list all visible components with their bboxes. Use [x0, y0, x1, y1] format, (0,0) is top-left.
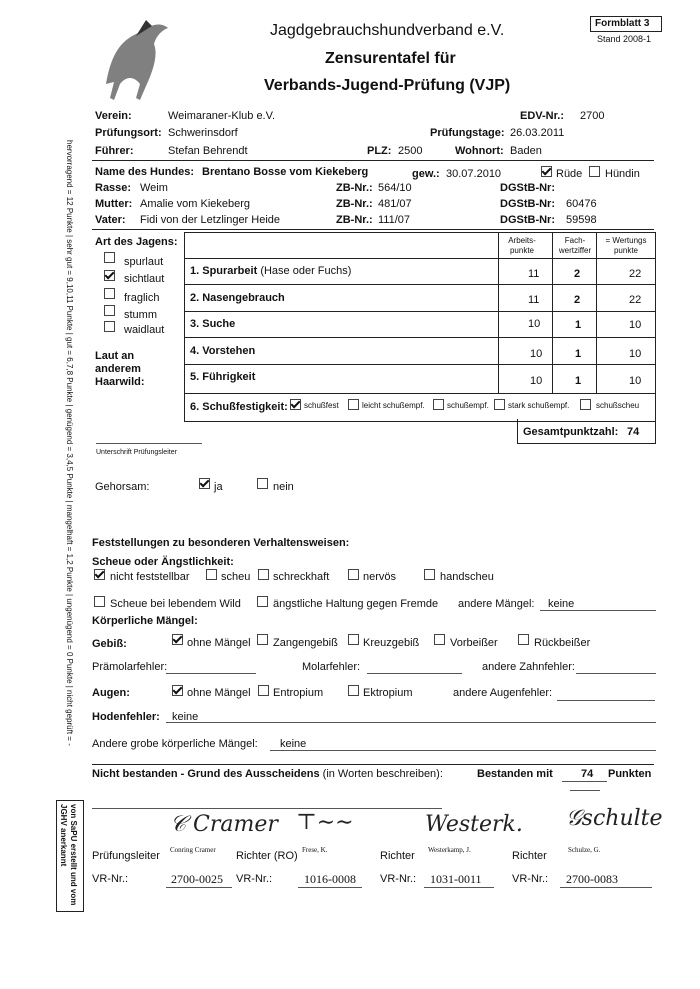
bestanden-value: 74: [581, 768, 594, 780]
mutter-label: Mutter:: [95, 198, 133, 210]
scheue-wild-checkbox[interactable]: [94, 596, 105, 607]
judge-role-3: Richter: [380, 850, 415, 862]
title-line-2: Verbands-Jugend-Prüfung (VJP): [264, 77, 511, 94]
row3-label: 3. Suche: [190, 318, 236, 330]
row-note: (Hase oder Fuchs): [260, 265, 352, 277]
gew-label: gew.:: [412, 168, 440, 180]
sichtlaut-label: sichtlaut: [124, 273, 165, 285]
grund-line-2: [570, 790, 600, 791]
row3-wert: 10: [629, 319, 642, 331]
spurlaut-label: spurlaut: [124, 256, 164, 268]
row5-fach: 1: [575, 375, 582, 387]
schussscheu-checkbox[interactable]: [580, 399, 591, 410]
spurlaut-checkbox[interactable]: [104, 252, 115, 263]
vr-label-4: VR-Nr.:: [512, 873, 549, 885]
augen-ohne-checkbox[interactable]: [172, 685, 183, 696]
ektropium-checkbox[interactable]: [348, 685, 359, 696]
vr-label-1: VR-Nr.:: [92, 873, 129, 885]
hoden-line: [166, 722, 656, 723]
tage-value: 26.03.2011: [510, 127, 565, 139]
row2-label: 2. Nasengebrauch: [190, 292, 285, 304]
kreuzgebiss-label: Kreuzgebiß: [363, 637, 420, 649]
nervoes-checkbox[interactable]: [348, 569, 359, 580]
vr-line-3: [424, 887, 494, 888]
judge-printed-2: Frese, K.: [302, 846, 328, 854]
side-scale-text: hervorragend = 12 Punkte | sehr gut = 9,10,11 Punkte | gut = 6,7,8 Punkte | genügend = 3,4,5 Punkte | mangelhaft = 1,2 Punkte | ungenügend = 0 Punkte | nicht geprüft = -: [65, 140, 74, 746]
augen-ohne-label: ohne Mängel: [187, 687, 251, 699]
zahnfehler-line: [576, 673, 656, 674]
schussfest-label: schußfest: [304, 401, 339, 410]
row-label: 1. Spurarbeit: [190, 265, 258, 277]
row4-wert: 10: [629, 348, 642, 360]
stark-schussempf-checkbox[interactable]: [494, 399, 505, 410]
jghv-logo: [96, 14, 176, 104]
nervoes-label: nervös: [363, 571, 397, 583]
vr-value-1: 2700-0025: [171, 872, 223, 886]
dgstb-mutter-label: DGStB-Nr:: [500, 198, 555, 210]
vr-label-2: VR-Nr.:: [236, 873, 273, 885]
fraglich-checkbox[interactable]: [104, 288, 115, 299]
schussempf-label: schußempf.: [447, 401, 489, 410]
row4-arbeit: 10: [530, 348, 543, 360]
augenfehler-line: [557, 700, 655, 701]
gesamt-label: Gesamtpunktzahl:: [523, 426, 619, 438]
stark-schussempf-label: stark schußempf.: [508, 401, 570, 410]
divider-result: [92, 764, 654, 765]
judge-printed-4: Schulze, G.: [568, 846, 601, 854]
fuehrer-label: Führer:: [95, 145, 134, 157]
haltung-checkbox[interactable]: [257, 596, 268, 607]
huendin-checkbox[interactable]: [589, 166, 600, 177]
nicht-feststellbar-label: nicht feststellbar: [110, 571, 190, 583]
entropium-label: Entropium: [273, 687, 324, 699]
row-line-5: [184, 393, 655, 394]
side-box-text: von SaPU erstellt und vom JGHV anerkannt: [59, 804, 78, 906]
row4-fach: 1: [575, 348, 582, 360]
dgstb-mutter-value: 60476: [566, 198, 597, 210]
org-name: Jagdgebrauchshundverband e.V.: [270, 22, 505, 39]
schussfest-checkbox[interactable]: [290, 399, 301, 410]
vorbeisser-checkbox[interactable]: [434, 634, 445, 645]
praemolar-label: Prämolarfehler:: [92, 661, 168, 673]
signature-pruefungsleiter: 𝒞 Cramer: [170, 812, 278, 837]
augen-label: Augen:: [92, 687, 130, 699]
laut-title: Laut an anderem Haarwild:: [95, 350, 145, 388]
huendin-label: Hündin: [605, 168, 640, 180]
rueckbeisser-checkbox[interactable]: [518, 634, 529, 645]
row1-wert: 22: [629, 268, 642, 280]
schreckhaft-label: schreckhaft: [273, 571, 330, 583]
fuehrer-value: Stefan Behrendt: [168, 145, 248, 157]
row5-wert: 10: [629, 375, 642, 387]
hoden-label: Hodenfehler:: [92, 711, 160, 723]
grund-line-1: [92, 808, 442, 809]
fraglich-label: fraglich: [124, 292, 160, 304]
jagen-title: Art des Jagens:: [95, 236, 178, 248]
row-line-2: [184, 311, 655, 312]
andere-maengel-value: keine: [548, 598, 575, 610]
mutter-value: Amalie vom Kiekeberg: [140, 198, 251, 210]
wohnort-value: Baden: [510, 145, 542, 157]
kreuzgebiss-checkbox[interactable]: [348, 634, 359, 645]
zb-vater-value: 111/07: [378, 214, 411, 226]
zb-value: 564/10: [378, 182, 412, 194]
praemolar-line: [166, 673, 256, 674]
signature-richter-2: Westerk.: [425, 812, 523, 837]
row1-arbeit: 11: [528, 268, 540, 280]
grobe-value: keine: [280, 738, 307, 750]
signature-richter-ro: ⊤∼∼: [296, 810, 354, 835]
divider-mid: [92, 229, 654, 230]
vr-line-4: [560, 887, 652, 888]
leicht-schussempf-label: leicht schußempf.: [362, 401, 425, 410]
gehorsam-nein-checkbox[interactable]: [257, 478, 268, 489]
nicht-bestanden-label: Nicht bestanden - Grund des Ausscheidens: [92, 768, 320, 780]
ruede-checkbox[interactable]: [541, 166, 552, 177]
verhalten-title: Feststellungen zu besonderen Verhaltensweisen:: [92, 537, 350, 549]
leicht-schussempf-checkbox[interactable]: [348, 399, 359, 410]
row2-fach: 2: [574, 294, 581, 306]
stumm-checkbox[interactable]: [104, 305, 115, 316]
handscheu-label: handscheu: [440, 571, 494, 583]
header-wert: = Wertungs punkte: [605, 236, 647, 255]
plz-label: PLZ:: [367, 145, 392, 157]
vorbeisser-label: Vorbeißer: [450, 637, 498, 649]
pruefungsleiter-sign-line: [96, 443, 202, 444]
grobe-line: [270, 750, 656, 751]
molar-line: [367, 673, 462, 674]
sichtlaut-checkbox[interactable]: [104, 270, 115, 281]
col-line-2: [552, 232, 553, 394]
zb-label: ZB-Nr.:: [336, 182, 373, 194]
table-row: [190, 265, 351, 277]
vr-value-3: 1031-0011: [430, 872, 482, 886]
gebiss-ohne-label: ohne Mängel: [187, 637, 251, 649]
hoden-value: keine: [172, 711, 199, 723]
zb-mutter-label: ZB-Nr.:: [336, 198, 373, 210]
col-line-3: [596, 232, 597, 394]
nicht-feststellbar-checkbox[interactable]: [94, 569, 105, 580]
dgstb-vater-value: 59598: [566, 214, 597, 226]
row2-arbeit: 11: [528, 294, 540, 306]
punkten-label: Punkten: [608, 768, 652, 780]
andere-maengel-line: [540, 610, 656, 611]
row4-label: 4. Vorstehen: [190, 345, 256, 357]
row3-arbeit: 10: [528, 318, 541, 330]
ektropium-label: Ektropium: [363, 687, 413, 699]
rueckbeisser-label: Rückbeißer: [534, 637, 591, 649]
dog-name-label: Name des Hundes:: [95, 166, 195, 178]
vr-line-1: [166, 887, 232, 888]
scheu-checkbox[interactable]: [206, 569, 217, 580]
vater-value: Fidi von der Letzlinger Heide: [140, 214, 281, 226]
rasse-label: Rasse:: [95, 182, 132, 194]
vr-value-2: 1016-0008: [304, 872, 356, 886]
row5-label: 5. Führigkeit: [190, 371, 256, 383]
judge-printed-1: Conring Cramer: [170, 846, 216, 854]
vr-value-4: 2700-0083: [566, 872, 618, 886]
grobe-label: Andere grobe körperliche Mängel:: [92, 738, 258, 750]
schussempf-checkbox[interactable]: [433, 399, 444, 410]
waidlaut-checkbox[interactable]: [104, 321, 115, 332]
waidlaut-label: waidlaut: [124, 324, 165, 336]
nicht-bestanden: [92, 768, 443, 780]
row-line-3: [184, 337, 655, 338]
schreckhaft-checkbox[interactable]: [258, 569, 269, 580]
edv-value: 2700: [580, 110, 605, 122]
schussscheu-label: schußscheu: [596, 401, 640, 410]
row-line-0: [184, 258, 655, 259]
horse-logo-icon: [96, 14, 176, 104]
verein-label: Verein:: [95, 110, 132, 122]
form-number-box: [590, 16, 662, 32]
stumm-label: stumm: [124, 309, 157, 321]
haltung-label: ängstliche Haltung gegen Fremde: [273, 598, 439, 610]
judge-role-2: Richter (RO): [236, 850, 298, 862]
form-version: Stand 2008-1: [597, 34, 652, 44]
augenfehler-label: andere Augenfehler:: [453, 687, 553, 699]
judge-role-1: Prüfungsleiter: [92, 850, 160, 862]
zangengebiss-checkbox[interactable]: [257, 634, 268, 645]
col-line-1: [498, 232, 499, 394]
plz-value: 2500: [398, 145, 423, 157]
divider-top: [92, 160, 654, 161]
dog-name: Brentano Bosse vom Kiekeberg: [202, 166, 369, 178]
zb-mutter-value: 481/07: [378, 198, 412, 210]
row-line-4: [184, 364, 655, 365]
vater-label: Vater:: [95, 214, 126, 226]
molar-label: Molarfehler:: [302, 661, 361, 673]
row5-arbeit: 10: [530, 375, 543, 387]
row1-fach: 2: [574, 268, 581, 280]
scheue-wild-label: Scheue bei lebendem Wild: [110, 598, 241, 610]
judge-role-4: Richter: [512, 850, 547, 862]
row2-wert: 22: [629, 294, 642, 306]
gebiss-label: Gebiß:: [92, 638, 127, 650]
tage-label: Prüfungstage:: [430, 127, 505, 139]
schuss-label: 6. Schußfestigkeit:: [190, 401, 288, 413]
nicht-bestanden-note: (in Worten beschreiben):: [322, 768, 443, 780]
zb-vater-label: ZB-Nr.:: [336, 214, 373, 226]
gesamt-value: 74: [627, 426, 640, 438]
signature-richter-3: 𝒢schulte: [566, 806, 663, 831]
row-line-1: [184, 284, 655, 285]
rasse-value: Weim: [140, 182, 168, 194]
judge-printed-3: Westerkamp, J.: [428, 846, 471, 854]
edv-label: EDV-Nr.:: [520, 110, 565, 122]
verein-value: Weimaraner-Klub e.V.: [168, 110, 275, 122]
bestanden-label: Bestanden mit: [477, 768, 553, 780]
header-fach: Fach-wertziffer: [558, 236, 592, 255]
dgstb-label: DGStB-Nr:: [500, 182, 555, 194]
gehorsam-nein-label: nein: [273, 481, 294, 493]
form-number: Formblatt 3: [595, 18, 650, 29]
gew-value: 30.07.2010: [446, 168, 502, 180]
ort-value: Schwerinsdorf: [168, 127, 238, 139]
vr-line-2: [298, 887, 362, 888]
vr-label-3: VR-Nr.:: [380, 873, 417, 885]
zahnfehler-label: andere Zahnfehler:: [482, 661, 575, 673]
ruede-label: Rüde: [556, 168, 583, 180]
koerper-title: Körperliche Mängel:: [92, 615, 198, 627]
handscheu-checkbox[interactable]: [424, 569, 435, 580]
scheu-label: scheu: [221, 571, 251, 583]
wohnort-label: Wohnort:: [455, 145, 504, 157]
zangengebiss-label: Zangengebiß: [273, 637, 338, 649]
title-line-1: Zensurentafel für: [325, 50, 456, 67]
andere-maengel-label: andere Mängel:: [458, 598, 535, 610]
scheue-title: Scheue oder Ängstlichkeit:: [92, 556, 234, 568]
ort-label: Prüfungsort:: [95, 127, 162, 139]
gehorsam-ja-label: ja: [214, 481, 223, 493]
unterschrift-label: Unterschrift Prüfungsleiter: [96, 449, 177, 456]
entropium-checkbox[interactable]: [258, 685, 269, 696]
bestanden-line: [562, 781, 607, 782]
gebiss-ohne-checkbox[interactable]: [172, 634, 183, 645]
dgstb-vater-label: DGStB-Nr:: [500, 214, 555, 226]
header-arbeit: Arbeits-punkte: [508, 236, 536, 255]
row3-fach: 1: [575, 319, 582, 331]
gehorsam-ja-checkbox[interactable]: [199, 478, 210, 489]
gehorsam-label: Gehorsam:: [95, 481, 150, 493]
